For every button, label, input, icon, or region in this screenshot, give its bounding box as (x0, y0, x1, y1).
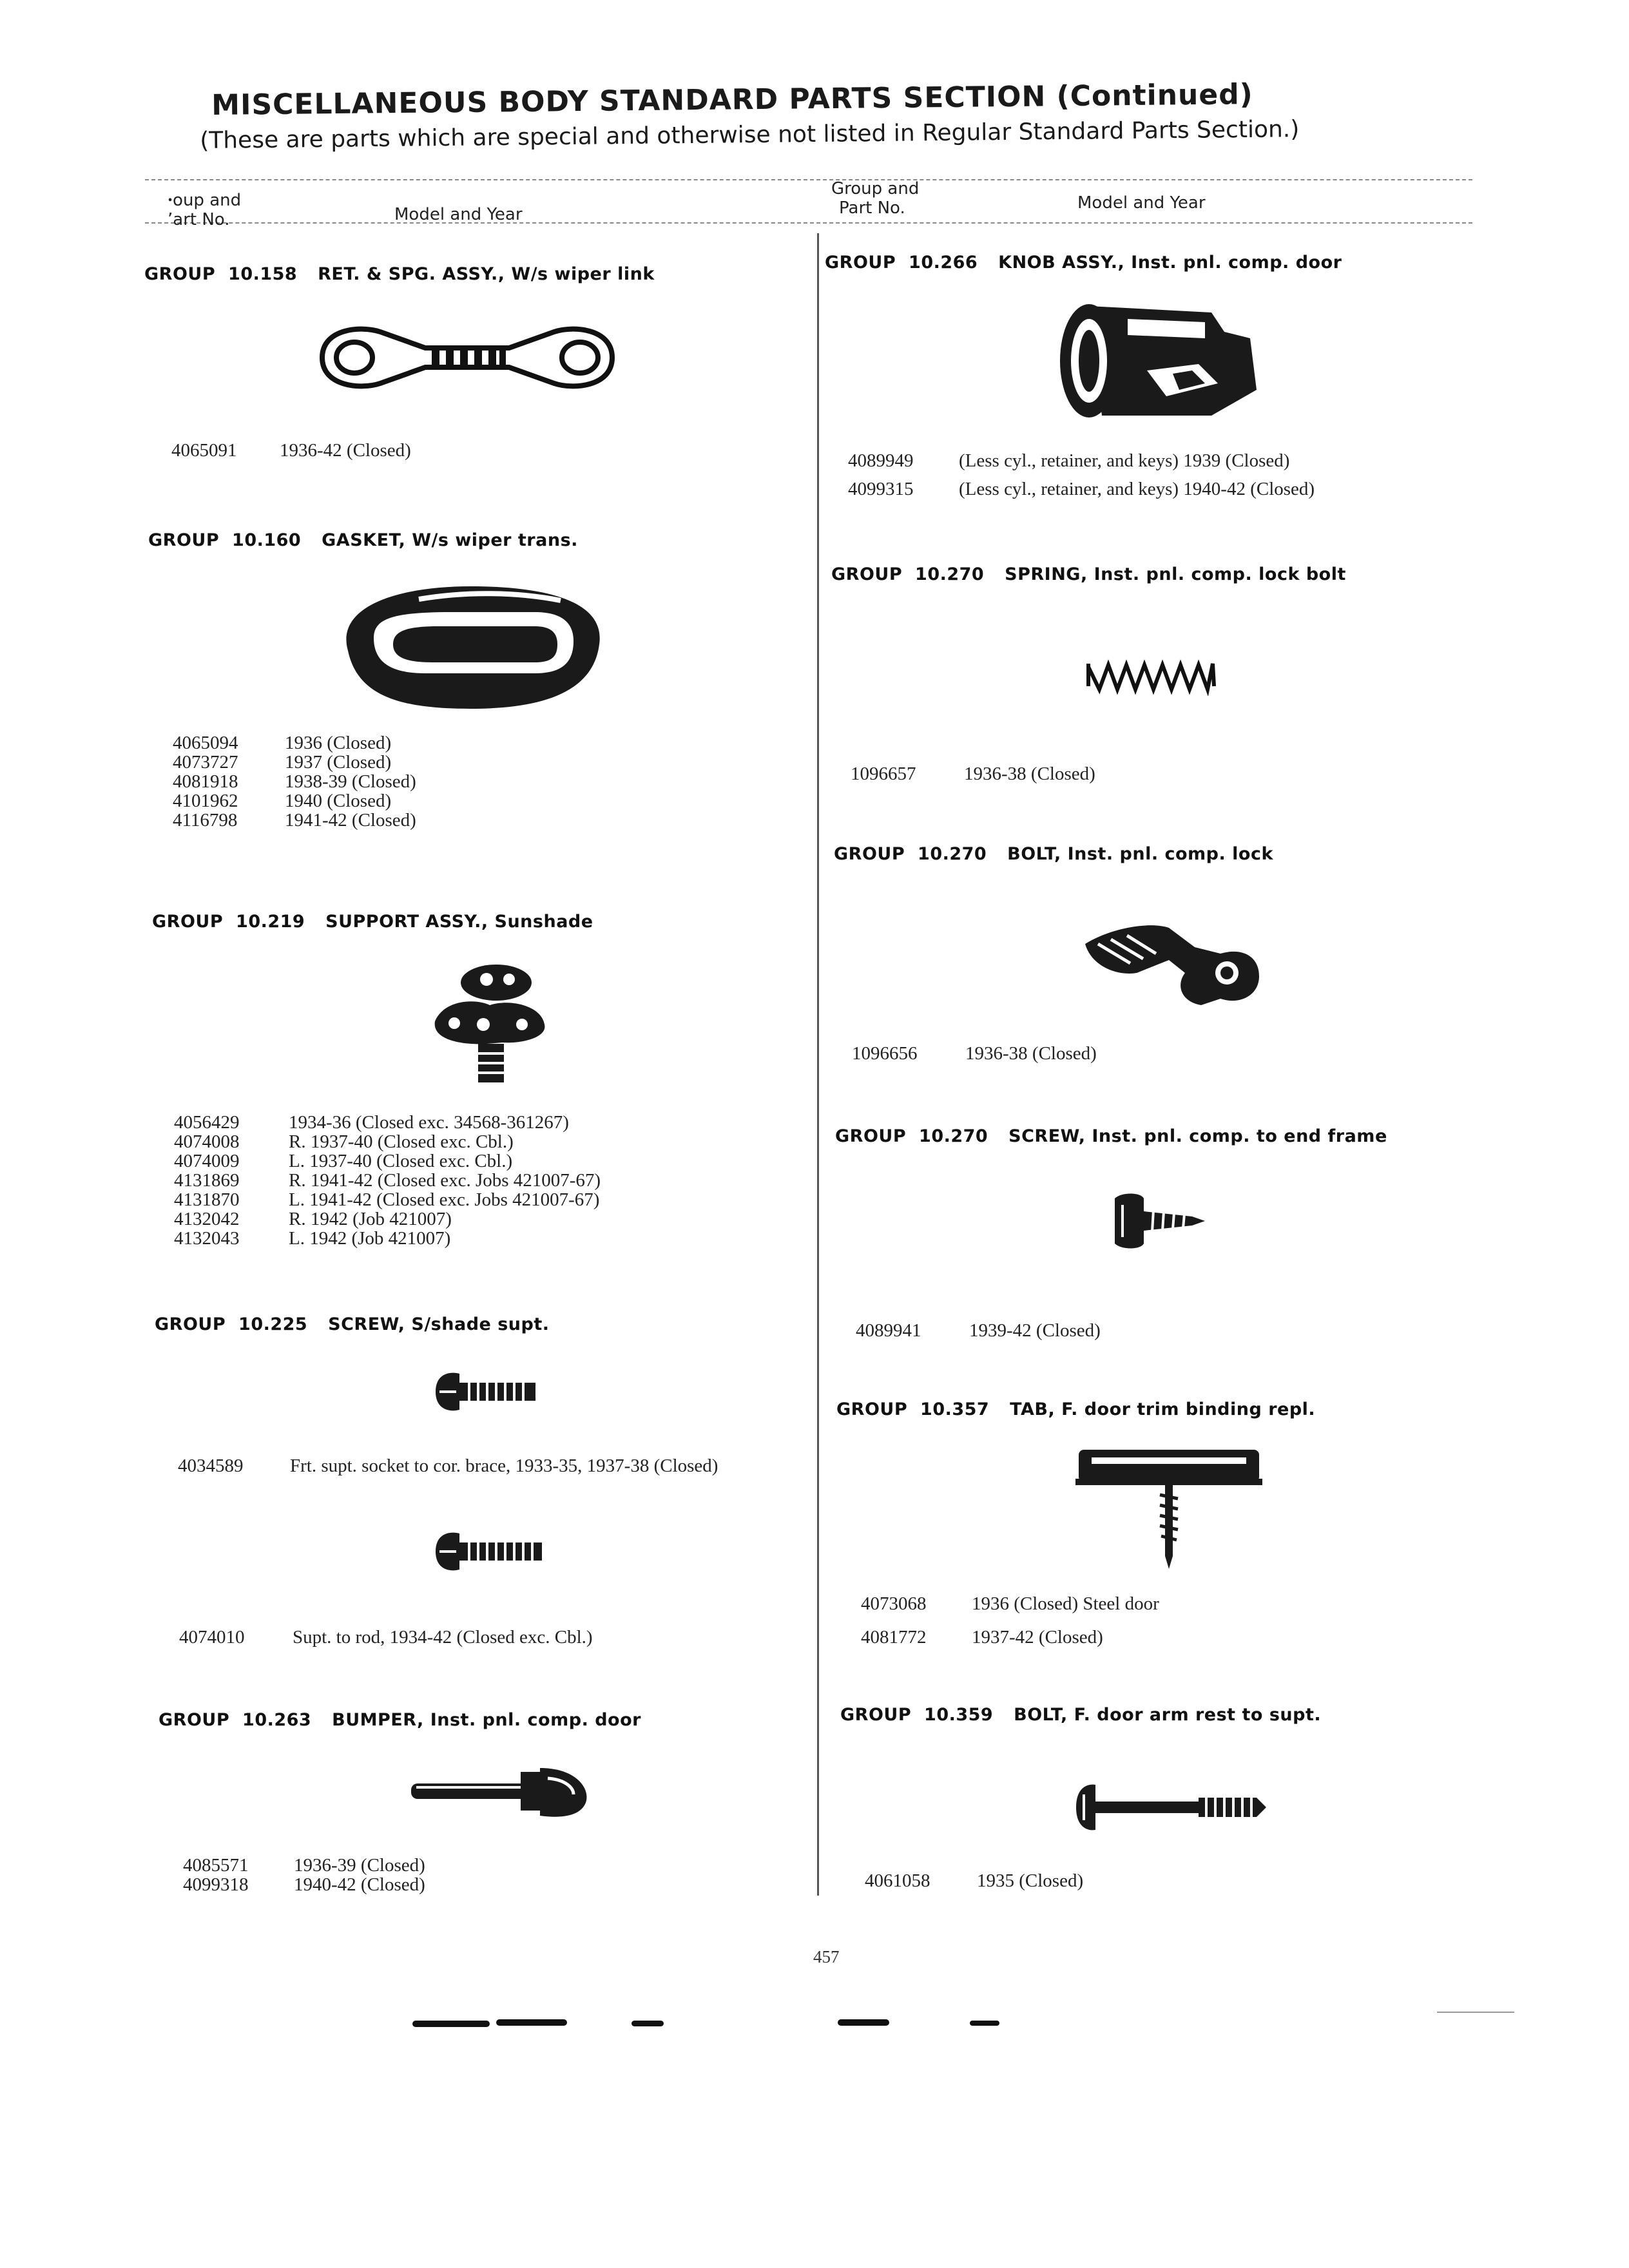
group-heading (144, 264, 655, 284)
group-heading (834, 844, 1273, 864)
list-item (865, 1871, 1083, 1890)
parts-list (183, 1856, 425, 1894)
group-word: GROUP (835, 1126, 907, 1146)
part-number: 4089941 (856, 1320, 921, 1341)
part-description: R. 1942 (Job 421007) (289, 1209, 452, 1229)
wiper-link-spring-illustration (303, 316, 631, 399)
right-part-label-line1: Group and (831, 179, 920, 198)
list-item (173, 811, 416, 830)
group-word: GROUP (836, 1399, 908, 1419)
part-number: 4099318 (183, 1874, 249, 1895)
part-description: 1936 (Closed) Steel door (972, 1593, 1159, 1614)
part-description: 1937 (Closed) (285, 752, 392, 773)
bumper-illustration (405, 1759, 598, 1823)
left-col-model-label: Model and Year (394, 205, 523, 224)
part-number: 4099315 (848, 479, 914, 499)
list-item (173, 791, 416, 811)
part-number: 4061058 (865, 1870, 930, 1891)
parts-list (171, 441, 411, 460)
list-item (173, 772, 416, 791)
group-number: 10.160 (232, 530, 302, 550)
group-title: BUMPER, Inst. pnl. comp. door (332, 1710, 641, 1730)
part-number: 4089949 (848, 450, 914, 471)
part-description: 1936-38 (Closed) (965, 1043, 1097, 1064)
group-word: GROUP (144, 264, 216, 284)
group-title: TAB, F. door trim binding repl. (1010, 1399, 1316, 1419)
group-heading (840, 1705, 1321, 1725)
group-number: 10.158 (228, 264, 298, 284)
part-description: 1935 (Closed) (977, 1870, 1084, 1891)
part-description: Frt. supt. socket to cor. brace, 1933-35, 1937-38 (Closed) (290, 1456, 718, 1476)
page-subtitle: (These are parts which are special and otherwise not listed in Regular Standard Parts Section.) (200, 116, 1300, 154)
group-heading (825, 253, 1342, 273)
parts-list (861, 1594, 1159, 1647)
arm-rest-bolt-illustration (1070, 1778, 1269, 1836)
parts-list (173, 733, 416, 830)
sunshade-support-illustration (425, 960, 554, 1095)
part-description: 1940-42 (Closed) (294, 1874, 425, 1895)
list-item (178, 1456, 718, 1475)
part-description: 1936 (Closed) (285, 733, 392, 753)
list-item (174, 1209, 601, 1229)
page-number: 457 (813, 1947, 840, 1966)
group-title: SUPPORT ASSY., Sunshade (325, 912, 593, 932)
parts-list (865, 1871, 1083, 1890)
part-description: 1936-39 (Closed) (294, 1855, 425, 1876)
group-number: 10.263 (242, 1710, 312, 1730)
parts-list (851, 764, 1095, 783)
list-item (174, 1151, 601, 1171)
part-number: 4056429 (174, 1112, 240, 1133)
list-item (174, 1113, 601, 1132)
list-item (856, 1321, 1101, 1340)
group-number: 10.270 (918, 844, 987, 864)
group-heading (148, 530, 578, 550)
parts-list (856, 1321, 1101, 1340)
header-rule-top (145, 179, 1472, 180)
list-item (171, 441, 411, 460)
header-rule-bottom (145, 222, 1472, 224)
spring-illustration (1085, 657, 1220, 696)
list-item (174, 1190, 601, 1209)
group-title: RET. & SPG. ASSY., W/s wiper link (318, 264, 655, 284)
group-title: SPRING, Inst. pnl. comp. lock bolt (1005, 564, 1346, 584)
group-heading (152, 912, 593, 932)
part-number: 4065094 (173, 733, 238, 753)
list-item (851, 764, 1095, 783)
group-word: GROUP (152, 912, 224, 932)
screw-illustration (430, 1366, 540, 1418)
group-word: GROUP (834, 844, 905, 864)
scan-artifact (496, 2019, 567, 2026)
part-number: 4074009 (174, 1151, 240, 1171)
group-number: 10.270 (919, 1126, 988, 1146)
scan-artifact (631, 2021, 664, 2026)
group-word: GROUP (159, 1710, 230, 1730)
group-number: 10.219 (236, 912, 305, 932)
group-number: 10.270 (915, 564, 985, 584)
part-description: 1940 (Closed) (285, 791, 392, 811)
column-divider (817, 233, 819, 1896)
part-description: Supt. to rod, 1934-42 (Closed exc. Cbl.) (293, 1627, 593, 1648)
parts-list (174, 1113, 601, 1248)
knob-assembly-illustration (1050, 293, 1269, 428)
parts-list (178, 1456, 718, 1475)
group-title: BOLT, F. door arm rest to supt. (1014, 1705, 1322, 1725)
part-number: 4116798 (173, 810, 238, 831)
part-number: 4131869 (174, 1170, 240, 1191)
gasket-illustration (322, 567, 619, 728)
group-heading (831, 564, 1346, 584)
group-number: 10.359 (924, 1705, 994, 1725)
page-title (211, 77, 1320, 122)
part-description: L. 1942 (Job 421007) (289, 1228, 451, 1249)
part-number: 4132042 (174, 1209, 240, 1229)
part-number: 4081772 (861, 1627, 927, 1648)
left-col-part-label (168, 191, 241, 229)
scan-artifact (412, 2021, 490, 2027)
part-description: R. 1937-40 (Closed exc. Cbl.) (289, 1131, 514, 1152)
list-item (861, 1628, 1159, 1647)
parts-list (848, 451, 1315, 499)
right-col-model-label: Model and Year (1077, 193, 1206, 213)
lock-bolt-illustration (1072, 908, 1272, 1018)
scan-line (1437, 2012, 1514, 2013)
list-item (183, 1875, 425, 1894)
group-number: 10.225 (238, 1314, 308, 1334)
part-number: 4073727 (173, 752, 238, 773)
part-description: 1938-39 (Closed) (285, 771, 416, 792)
group-heading (159, 1710, 641, 1730)
part-description: 1937-42 (Closed) (972, 1627, 1103, 1648)
list-item (848, 479, 1315, 499)
part-number: 1096656 (852, 1043, 918, 1064)
list-item (174, 1171, 601, 1190)
right-col-part-label (831, 179, 919, 218)
part-description: L. 1941-42 (Closed exc. Jobs 421007-67) (289, 1189, 600, 1210)
part-description: 1934-36 (Closed exc. 34568-361267) (289, 1112, 569, 1133)
part-number: 4034589 (178, 1456, 244, 1476)
group-title: KNOB ASSY., Inst. pnl. comp. door (998, 253, 1342, 273)
part-number: 4081918 (173, 771, 238, 792)
list-item (174, 1229, 601, 1248)
part-description: (Less cyl., retainer, and keys) 1939 (Closed) (959, 450, 1290, 471)
scan-artifact (838, 2019, 889, 2026)
parts-list (179, 1628, 593, 1647)
group-word: GROUP (148, 530, 220, 550)
part-number: 4085571 (183, 1855, 249, 1876)
scan-artifact (970, 2021, 999, 2026)
group-word: GROUP (831, 564, 903, 584)
part-description: (Less cyl., retainer, and keys) 1940-42 (Closed) (959, 479, 1315, 499)
list-item (173, 733, 416, 753)
part-number: 4073068 (861, 1593, 927, 1614)
group-word: GROUP (825, 253, 896, 273)
list-item (174, 1132, 601, 1151)
group-heading (836, 1399, 1315, 1419)
list-item (848, 451, 1315, 470)
part-number: 4074010 (179, 1627, 245, 1648)
end-frame-screw-illustration (1108, 1186, 1211, 1256)
group-number: 10.357 (920, 1399, 990, 1419)
group-title: BOLT, Inst. pnl. comp. lock (1007, 844, 1273, 864)
group-heading (155, 1314, 550, 1334)
left-part-label-line1: ꞏoup and (168, 191, 242, 210)
group-word: GROUP (840, 1705, 912, 1725)
part-number: 4101962 (173, 791, 238, 811)
title-suffix: (Continued) (1056, 78, 1254, 113)
part-description: 1936-38 (Closed) (964, 764, 1095, 784)
list-item (179, 1628, 593, 1647)
part-description: L. 1937-40 (Closed exc. Cbl.) (289, 1151, 513, 1171)
screw-illustration-2 (430, 1526, 546, 1577)
list-item (183, 1856, 425, 1875)
part-description: 1939-42 (Closed) (969, 1320, 1101, 1341)
part-description: 1941-42 (Closed) (285, 810, 416, 831)
part-description: R. 1941-42 (Closed exc. Jobs 421007-67) (289, 1170, 601, 1191)
part-number: 4074008 (174, 1131, 240, 1152)
group-number: 10.266 (909, 253, 978, 273)
group-title: SCREW, Inst. pnl. comp. to end frame (1008, 1126, 1387, 1146)
left-part-label-line2: ʼart No. (168, 210, 230, 229)
title-text: MISCELLANEOUS BODY STANDARD PARTS SECTION (211, 80, 1046, 122)
right-part-label-line2: Part No. (839, 198, 905, 218)
part-number: 4132043 (174, 1228, 240, 1249)
list-item (173, 753, 416, 772)
group-word: GROUP (155, 1314, 226, 1334)
group-heading (835, 1126, 1387, 1146)
part-description: 1936-42 (Closed) (280, 440, 411, 461)
part-number: 1096657 (851, 764, 916, 784)
list-item (852, 1044, 1097, 1063)
group-title: GASKET, W/s wiper trans. (322, 530, 578, 550)
part-number: 4131870 (174, 1189, 240, 1210)
trim-tab-illustration (1072, 1443, 1266, 1572)
parts-list (852, 1044, 1097, 1063)
list-item (861, 1594, 1159, 1613)
group-title: SCREW, S/shade supt. (328, 1314, 550, 1334)
part-number: 4065091 (171, 440, 237, 461)
